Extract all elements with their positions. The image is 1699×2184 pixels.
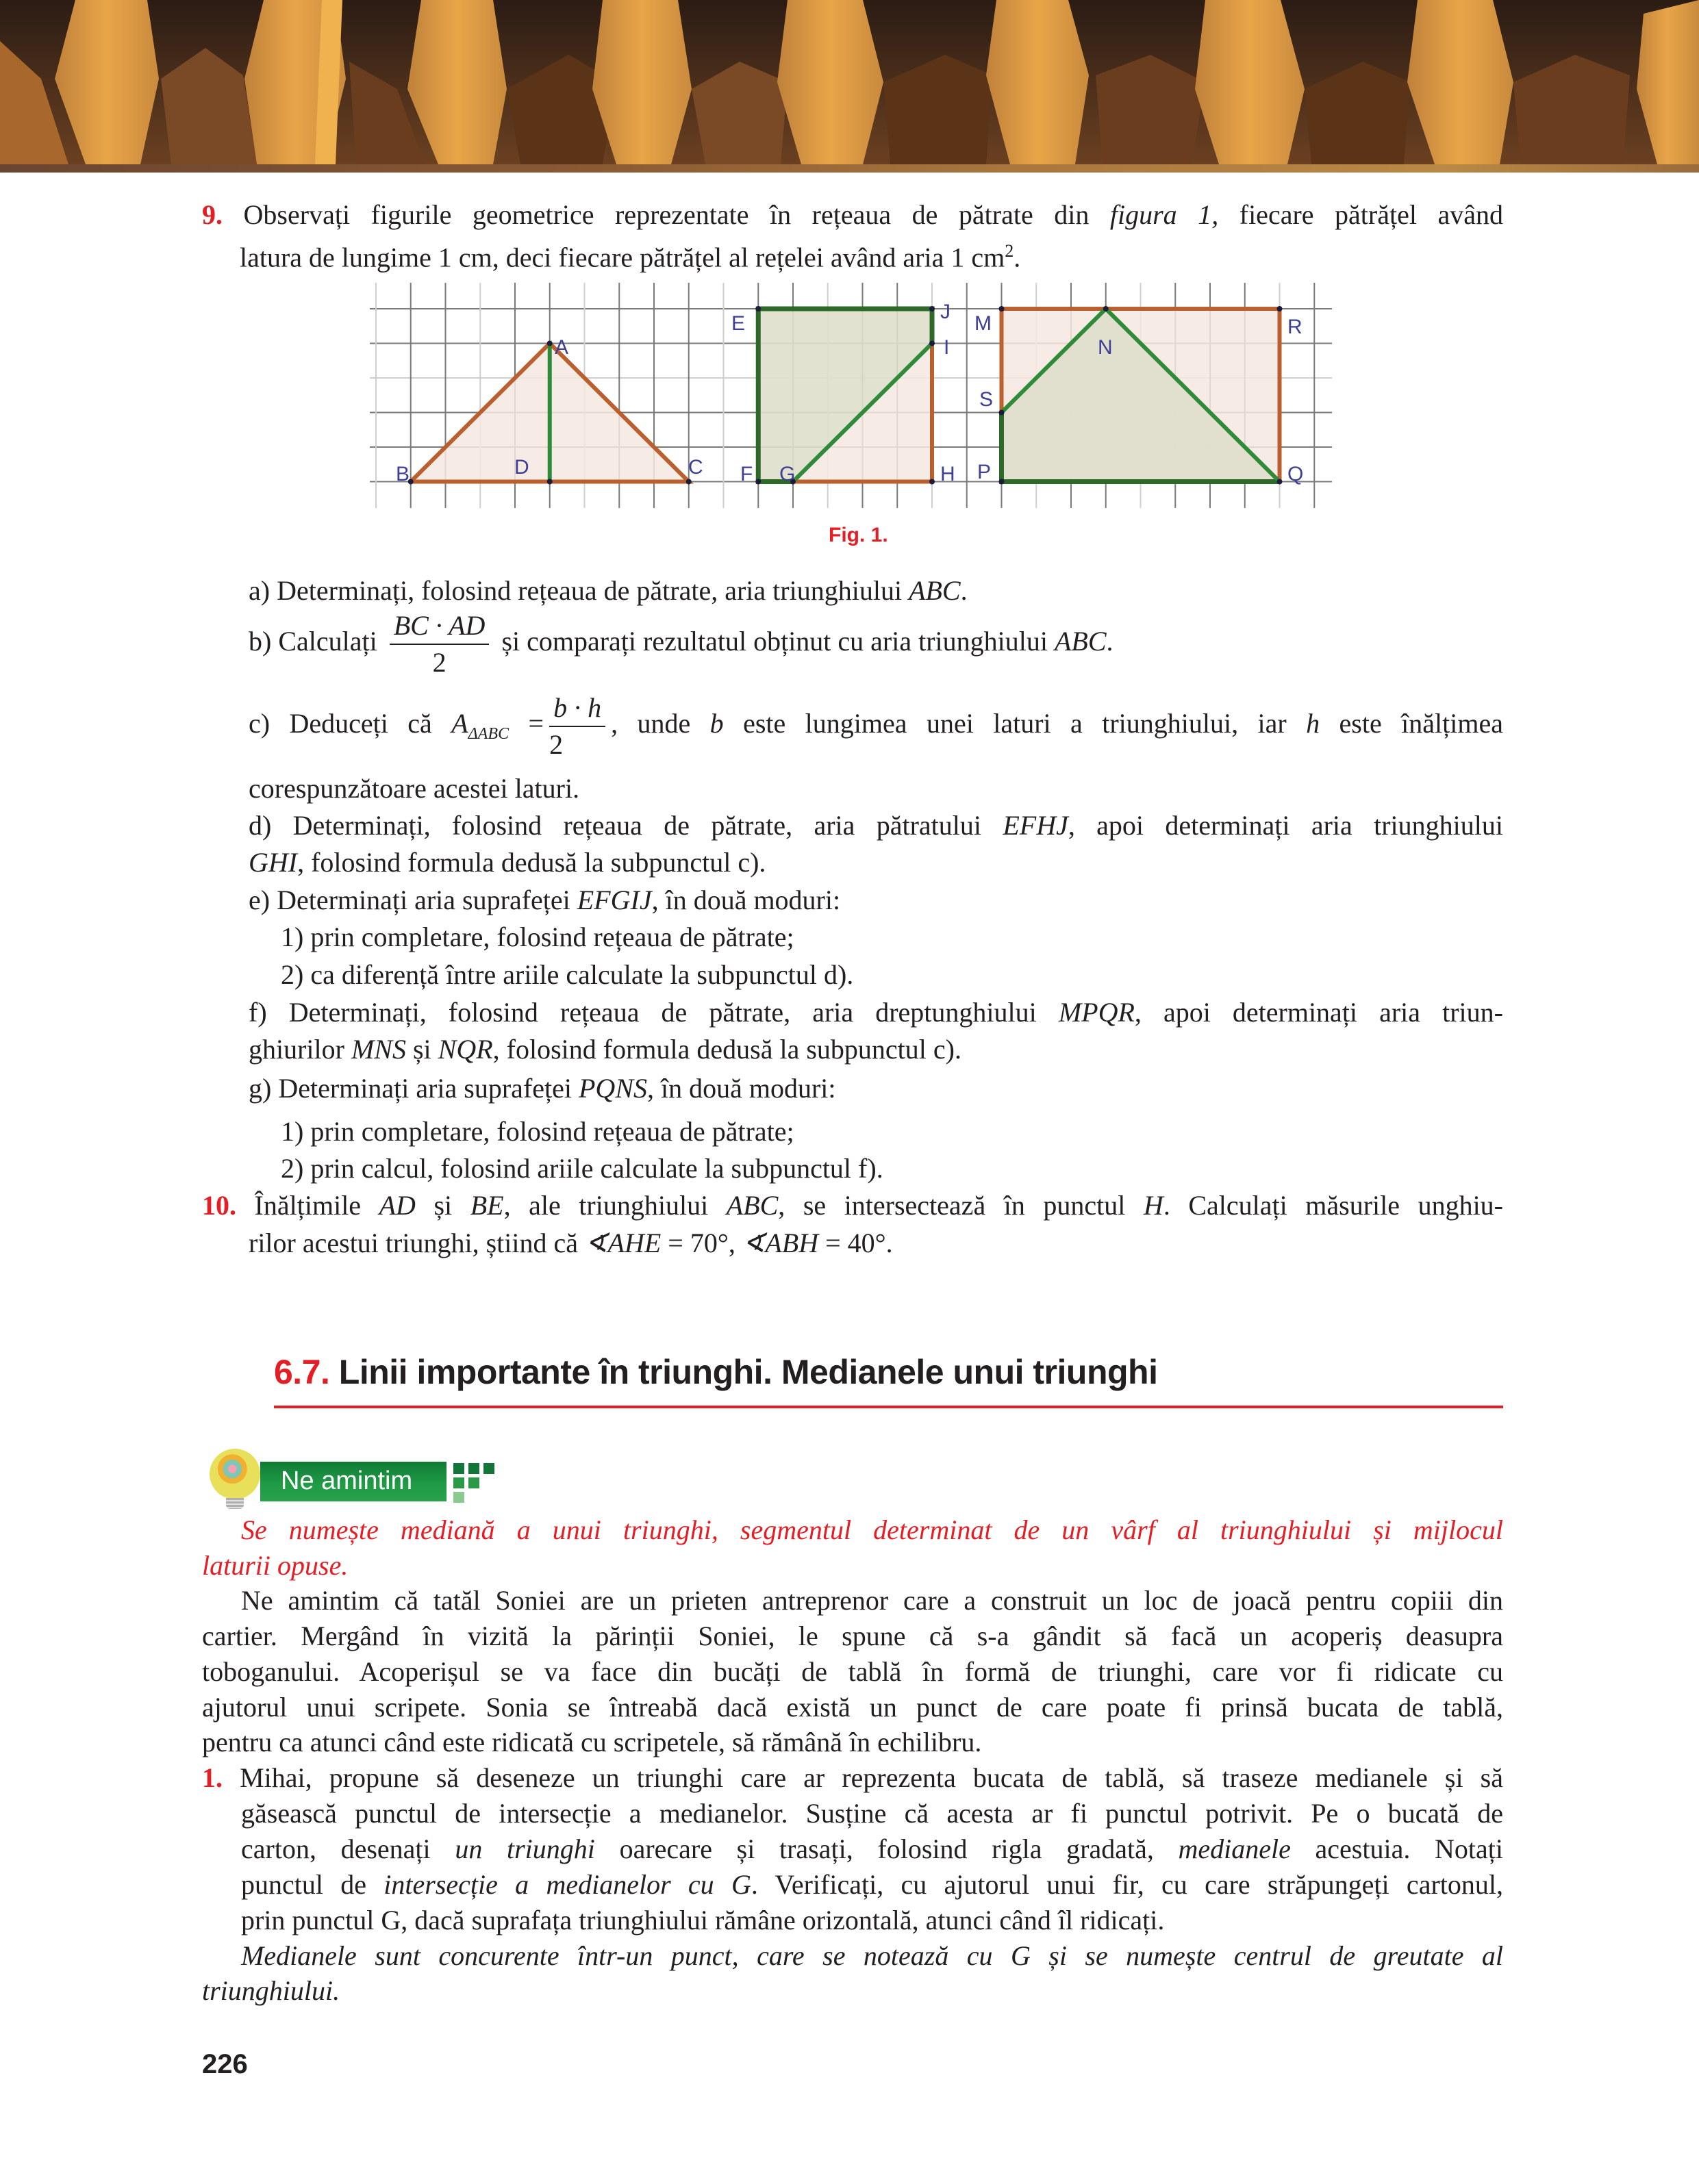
square-efhj	[758, 309, 932, 482]
label-q: Q	[1287, 463, 1304, 485]
problem-9-line-1: 9. Observați figurile geometrice reprezentate în rețeaua de pătrate din figura 1, fiecare pătrățel având	[202, 199, 1504, 230]
decor-square-icon	[468, 1463, 479, 1474]
item-a: a) Determinați, folosind rețeaua de pătrate, aria triunghiului ABC.	[249, 575, 968, 606]
story-line-4: ajutorul unui scripete. Sonia se întreabă dacă există un punct de care poate fi prinsă bucata de tablă,	[202, 1692, 1503, 1723]
fraction-bc-ad: $\frac{BC \cdot AD}{2}$	[390, 608, 490, 681]
label-r: R	[1287, 316, 1302, 338]
label-p: P	[977, 461, 992, 483]
page-number: 226	[202, 2049, 248, 2079]
item-d-line-1: d) Determinați, folosind rețeaua de pătrate, aria pătratului EFHJ, apoi determinați aria triunghiului	[249, 810, 1503, 841]
item-e-sub-1: 1) prin completare, folosind rețeaua de pătrate;	[281, 922, 794, 952]
item-g-sub-1: 1) prin completare, folosind rețeaua de pătrate;	[281, 1116, 794, 1147]
story-line-2: cartier. Mergând în vizită la părinții Soniei, le spune că s-a gândit să facă un acoperiș deasupra	[202, 1621, 1503, 1651]
header-band	[0, 164, 1699, 173]
decor-square-icon	[453, 1492, 464, 1503]
section-divider	[274, 1406, 1503, 1408]
golden-prisms-decoration	[0, 0, 1699, 164]
fraction-b-h: $\frac{b \cdot h}{2}$	[549, 690, 605, 763]
label-e: E	[731, 312, 746, 335]
item-g: g) Determinați aria suprafeței PQNS, în două moduri:	[249, 1073, 836, 1104]
story-line-3: toboganului. Acoperișul se va face din bucăți de tablă în formă de triunghi, care vor fi ridicate cu	[202, 1656, 1503, 1687]
exercise-1-line-5: prin punctul G, dacă suprafața triunghiului rămâne orizontală, atunci când îl ridicați.	[241, 1905, 1165, 1935]
figure-1-grid	[363, 277, 1335, 513]
decor-square-icon	[453, 1463, 464, 1474]
lightbulb-base-icon	[226, 1498, 244, 1509]
problem-number: 10.	[202, 1190, 236, 1221]
decor-square-icon	[468, 1477, 479, 1488]
decor-square-icon	[483, 1463, 494, 1474]
label-g: G	[779, 463, 796, 485]
section-number: 6.7.	[274, 1353, 330, 1391]
exercise-1-line-2: găsească punctul de intersecție a medianelor. Susține că acesta ar fi punctul potrivit. Pe o bucată de	[241, 1798, 1503, 1829]
story-line-1: Ne amintim că tatăl Soniei are un prieten antreprenor care a construit un loc de joacă pentru copiii din	[241, 1585, 1503, 1616]
conclusion-line-1: Medianele sunt concurente într-un punct, care se notează cu G și se numește centrul de greutate al	[241, 1940, 1503, 1971]
item-d-line-2: GHI, folosind formula dedusă la subpunctul c).	[249, 847, 766, 878]
ne-amintim-badge	[205, 1446, 507, 1511]
item-e: e) Determinați aria suprafeței EFGIJ, în două moduri:	[249, 885, 841, 915]
problem-10-line-2: rilor acestui triunghi, știind că ∢AHE = 70°, ∢ABH = 40°.	[249, 1228, 893, 1258]
item-c-line-1: c) Deduceți că $A_{\Delta ABC}$ = $\frac{b \cdot h}{2}$ , unde b este lungimea unei laturi a triunghiului, iar h este înălțimea	[249, 690, 1503, 763]
item-f-line-1: f) Determinați, folosind rețeaua de pătrate, aria dreptunghiului MPQR, apoi determinați aria triun-	[249, 997, 1503, 1028]
exercise-1-line-3: carton, desenați un triunghi oarecare și trasați, folosind rigla gradată, medianele acestuia. Notați	[241, 1833, 1503, 1864]
label-a: A	[555, 336, 569, 359]
header-banner	[0, 0, 1699, 164]
item-f-line-2: ghiurilor MNS și NQR, folosind formula dedusă la subpunctul c).	[249, 1034, 961, 1065]
item-e-sub-2: 2) ca diferență între ariile calculate la subpunctul d).	[281, 959, 854, 990]
label-f: F	[740, 463, 753, 485]
badge-label: Ne amintim	[281, 1466, 413, 1495]
label-s: S	[979, 388, 994, 411]
exercise-1-line-4: punctul de intersecție a medianelor cu G. Verificați, cu ajutorul unui fir, cu care străpungeți cartonul,	[241, 1869, 1503, 1900]
label-d: D	[514, 456, 529, 479]
rectangle-mpqr	[1002, 309, 1280, 482]
problem-9-line-2: latura de lungime 1 cm, deci fiecare pătrățel al rețelei având aria 1 $cm^2$.	[240, 241, 1021, 273]
label-j: J	[940, 301, 951, 323]
story-line-5: pentru ca atunci când este ridicată cu scripetele, să rămână în echilibru.	[202, 1727, 982, 1757]
definition-line-2: laturii opuse.	[202, 1550, 349, 1581]
figure-caption: Fig. 1.	[829, 524, 888, 546]
label-n: N	[1098, 336, 1113, 359]
label-i: I	[944, 336, 950, 359]
item-c-line-2: corespunzătoare acestei laturi.	[249, 773, 580, 804]
decor-square-icon	[453, 1477, 464, 1488]
item-g-sub-2: 2) prin calcul, folosind ariile calculate la subpunctul f).	[281, 1153, 883, 1184]
exercise-1-line-1: 1. Mihai, propune să deseneze un triunghi care ar reprezenta bucata de tablă, să traseze medianele și să	[202, 1762, 1503, 1793]
label-c: C	[688, 456, 703, 479]
definition-line-1: Se numește mediană a unui triunghi, segmentul determinat de un vârf al triunghiului și mijlocul	[241, 1514, 1503, 1545]
problem-number: 9.	[202, 199, 223, 230]
section-title: 6.7. Linii importante în triunghi. Medianele unui triunghi	[274, 1353, 1158, 1391]
lightbulb-icon	[210, 1449, 260, 1499]
label-h: H	[940, 463, 955, 485]
item-b: b) Calculați $\frac{BC \cdot AD}{2}$ și comparați rezultatul obținut cu aria triunghiului ABC.	[249, 608, 1113, 681]
problem-10-line-1: 10. Înălțimile AD și BE, ale triunghiului ABC, se intersectează în punctul H. Calculați măsurile unghiu-	[202, 1190, 1504, 1221]
exercise-number: 1.	[202, 1762, 223, 1793]
label-m: M	[974, 312, 992, 335]
label-b: B	[396, 463, 410, 485]
conclusion-line-2: triunghiului.	[202, 1975, 340, 2006]
